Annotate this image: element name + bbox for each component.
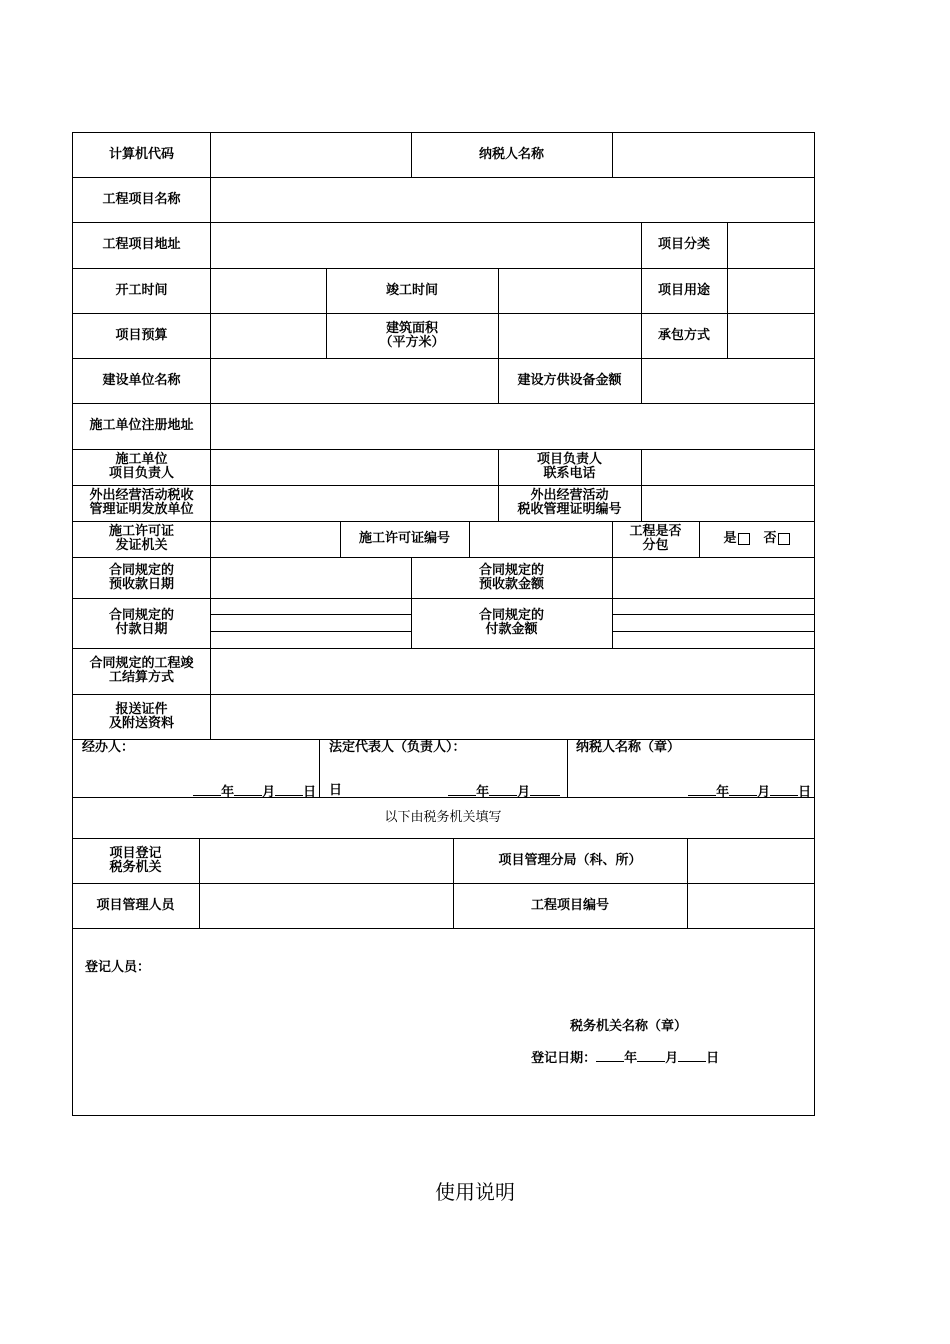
no-label: 否 xyxy=(763,531,777,546)
col-divider xyxy=(319,739,320,797)
taxpayer-name-label: 纳税人名称 xyxy=(478,146,544,162)
project-category-label: 项目分类 xyxy=(657,237,710,252)
col-divider xyxy=(612,557,613,648)
subcontract-question-label: 工程是否 分包 xyxy=(629,524,682,553)
legal-rep-day: 日 xyxy=(329,783,343,798)
registrar-label: 登记人员： xyxy=(85,960,151,975)
contract-mode-label: 承包方式 xyxy=(657,327,710,343)
management-branch-label: 项目管理分局（科、所） xyxy=(498,852,642,868)
col-divider xyxy=(641,449,642,521)
sub-line xyxy=(210,614,411,615)
project-number-label: 工程项目编号 xyxy=(530,897,609,913)
construction-permit-authority-label: 施工许可证 发证机关 xyxy=(108,524,174,553)
settlement-method-label: 合同规定的工程竣 工结算方式 xyxy=(89,656,194,685)
advance-date-label: 合同规定的 预收款日期 xyxy=(108,562,174,592)
project-name-label: 工程项目名称 xyxy=(102,191,181,207)
no-checkbox[interactable] xyxy=(778,533,790,545)
construction-permit-number-label: 施工许可证编号 xyxy=(358,531,450,546)
project-use-label: 项目用途 xyxy=(657,282,710,298)
month-label: 月 xyxy=(665,1051,679,1066)
col-divider xyxy=(199,838,200,928)
day-label: 日 xyxy=(798,785,812,800)
registration-date xyxy=(513,1034,719,1081)
year-label: 年 xyxy=(716,785,730,800)
year-label: 年 xyxy=(624,1051,638,1066)
tax-office-seal-label: 税务机关名称（章） xyxy=(570,1019,688,1034)
day-label: 日 xyxy=(303,785,317,800)
year-label: 年 xyxy=(221,785,235,800)
col-divider xyxy=(641,358,642,403)
sub-line xyxy=(210,631,411,632)
col-divider xyxy=(469,521,470,557)
builder-unit-name-label: 建设单位名称 xyxy=(102,372,181,388)
month-label: 月 xyxy=(262,785,276,800)
project-address-label: 工程项目地址 xyxy=(102,237,181,252)
lead-phone-label: 项目负责人 联系电话 xyxy=(536,452,602,481)
col-divider xyxy=(727,222,728,358)
advance-amount-label: 合同规定的 预收款金额 xyxy=(478,562,544,592)
completion-time-label: 竣工时间 xyxy=(385,282,438,298)
sub-line xyxy=(612,614,814,615)
col-divider xyxy=(612,132,613,177)
registration-office-label: 项目登记 税务机关 xyxy=(109,845,162,875)
col-divider xyxy=(687,838,688,928)
yes-checkbox[interactable] xyxy=(738,533,750,545)
contractor-reg-address-label: 施工单位注册地址 xyxy=(89,418,194,433)
payment-amount-label: 合同规定的 付款金额 xyxy=(478,608,544,637)
month-label: 月 xyxy=(517,785,531,800)
month-label: 月 xyxy=(757,785,771,800)
year-label: 年 xyxy=(476,785,490,800)
project-budget-label: 项目预算 xyxy=(115,327,168,343)
submitted-docs-label: 报送证件 及附送资料 xyxy=(108,701,174,731)
legal-rep-label: 法定代表人（负责人）： xyxy=(329,740,466,755)
payment-date-label: 合同规定的 付款日期 xyxy=(108,608,174,637)
permit-number-label: 外出经营活动 税收管理证明编号 xyxy=(517,488,622,517)
start-time-label: 开工时间 xyxy=(115,282,168,298)
builder-equipment-amount-label: 建设方供设备金额 xyxy=(517,372,622,388)
col-divider xyxy=(567,739,568,797)
permit-issuer-label: 外出经营活动税收 管理证明发放单位 xyxy=(89,488,194,517)
computer-code-label: 计算机代码 xyxy=(108,146,174,162)
registration-date-label: 登记日期： xyxy=(531,1051,597,1066)
yes-label: 是 xyxy=(723,531,737,546)
handler-label: 经办人： xyxy=(82,740,135,755)
usage-instructions-title: 使用说明 xyxy=(435,1180,515,1204)
row-divider xyxy=(72,928,814,929)
day-label: 日 xyxy=(706,1051,720,1066)
subcontract-options xyxy=(699,521,814,557)
project-manager-label: 项目管理人员 xyxy=(96,897,175,913)
building-area-label: 建筑面积 （平方米） xyxy=(379,320,445,350)
contractor-project-lead-label: 施工单位 项目负责人 xyxy=(108,452,174,481)
sub-line xyxy=(612,631,814,632)
tax-section-header: 以下由税务机关填写 xyxy=(384,809,502,825)
taxpayer-seal-label: 纳税人名称（章） xyxy=(576,740,681,755)
